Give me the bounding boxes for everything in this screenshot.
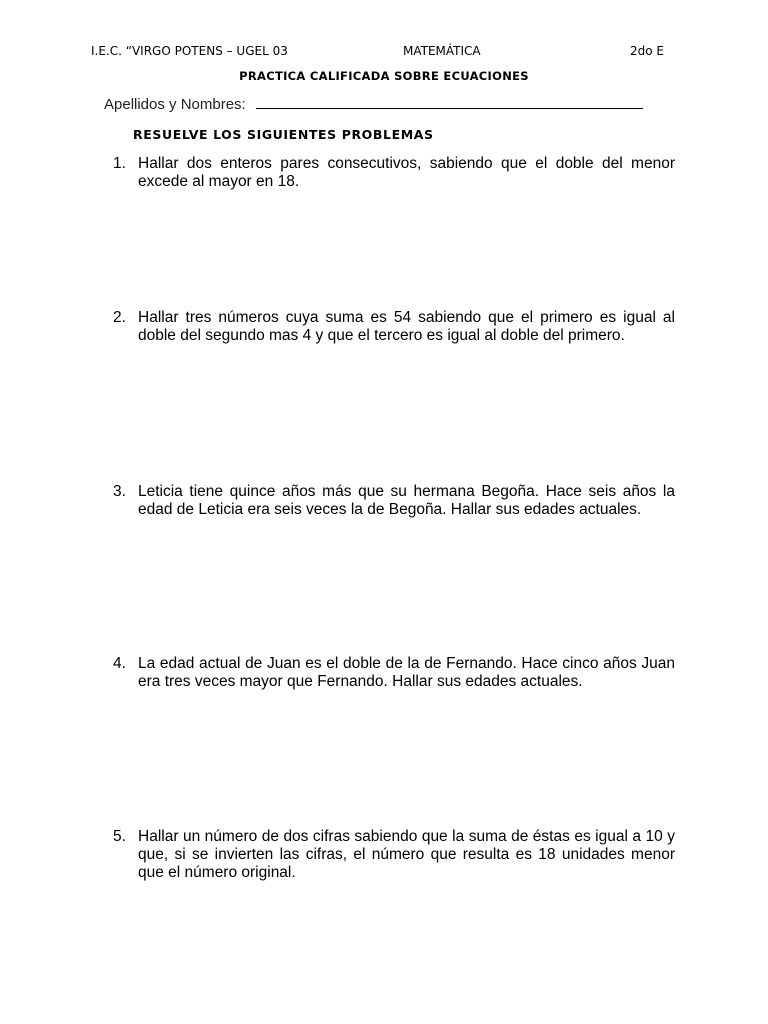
problem-item: [113, 828, 675, 882]
problem-item: [113, 309, 675, 345]
problem-text: Hallar un número de dos cifras sabiendo que la suma de éstas es igual a 10 y que, si se invierten las cifras, el número que resulta es 18 unidades menor que el número original.: [138, 828, 675, 881]
student-name-label: Apellidos y Nombres:: [104, 96, 246, 113]
problem-text: Hallar tres números cuya suma es 54 sabiendo que el primero es igual al doble del segundo mas 4 y que el tercero es igual al doble del primero.: [138, 309, 675, 344]
page-title: PRACTICA CALIFICADA SOBRE ECUACIONES: [239, 69, 529, 83]
grade-label: 2do E: [630, 44, 664, 58]
problem-number: 2.: [113, 309, 126, 326]
problem-number: 3.: [113, 483, 126, 500]
problem-text: La edad actual de Juan es el doble de la de Fernando. Hace cinco años Juan era tres veces mayor que Fernando. Hallar sus edades actuales.: [138, 655, 675, 690]
problem-number: 5.: [113, 828, 126, 845]
problem-number: 4.: [113, 655, 126, 672]
subject-name: MATEMÁTICA: [403, 44, 481, 58]
problem-item: [113, 483, 675, 519]
problem-text: Hallar dos enteros pares consecutivos, sabiendo que el doble del menor excede al mayor en 18.: [138, 155, 675, 190]
school-name: I.E.C. “VIRGO POTENS – UGEL 03: [91, 44, 288, 58]
student-name-blank[interactable]: [256, 96, 643, 109]
problem-item: [113, 655, 675, 691]
problem-item: [113, 155, 675, 191]
student-name-row: [104, 96, 643, 113]
problem-number: 1.: [113, 155, 126, 172]
instruction-heading: RESUELVE LOS SIGUIENTES PROBLEMAS: [133, 127, 434, 142]
problem-text: Leticia tiene quince años más que su hermana Begoña. Hace seis años la edad de Leticia era seis veces la de Begoña. Hallar sus edades actuales.: [138, 483, 675, 518]
